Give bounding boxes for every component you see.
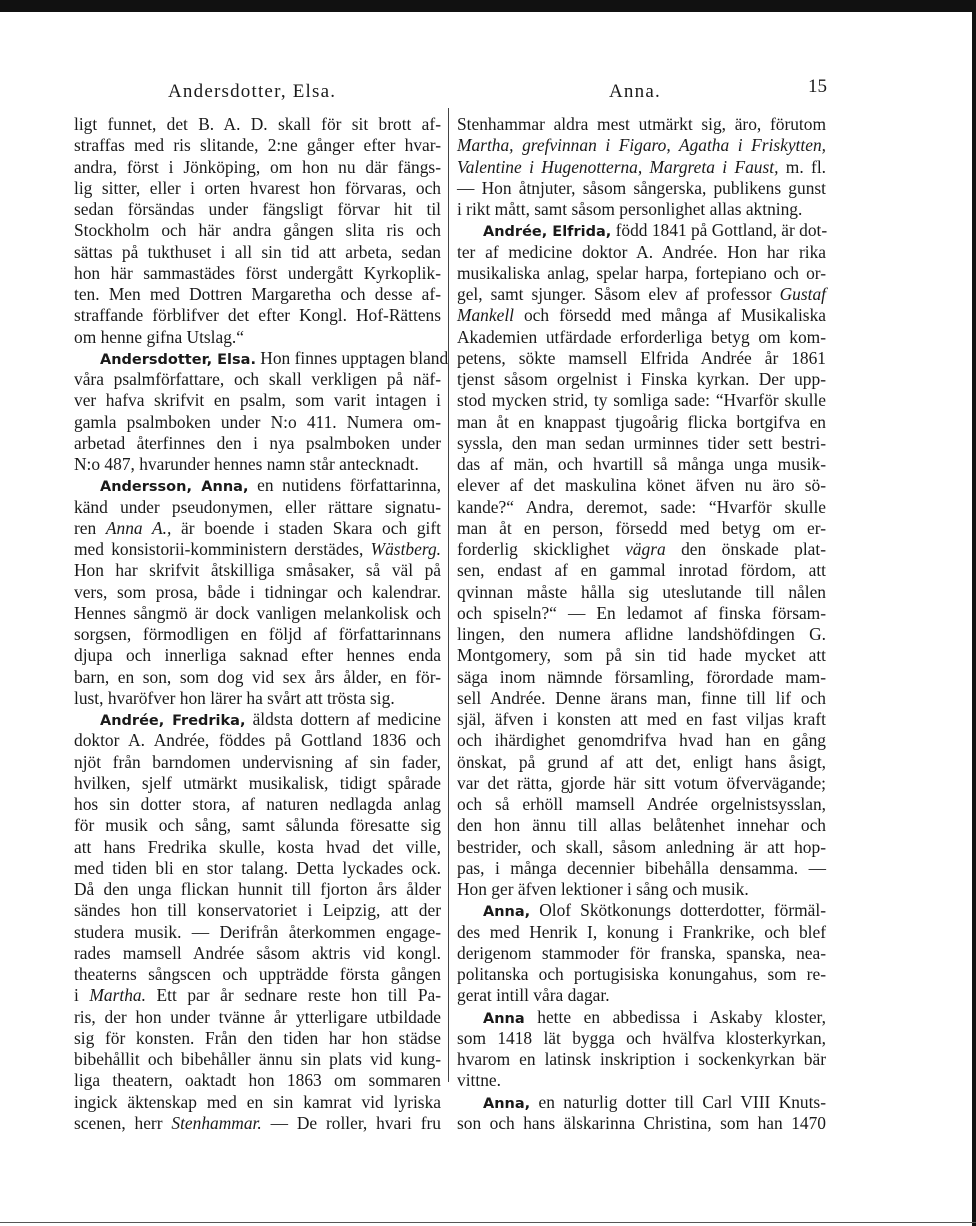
- text-line: den hon ännu till allas belåtenhet innehar och: [457, 815, 826, 836]
- scan-border-bottom: [0, 1222, 976, 1223]
- text-line: straffande förblifver det efter Kongl. Hof-Rättens: [74, 305, 441, 326]
- running-title-center: Anna.: [609, 81, 661, 102]
- text-line: Montgomery, som på sin tid hade mycket att: [457, 645, 826, 666]
- text-line: Anna, Olof Skötkonungs dotterdotter, förmäl-: [483, 900, 826, 921]
- text-line: ten. Men med Dottren Margaretha och desse af-: [74, 284, 441, 304]
- text-line: Hon ger äfven lektioner i sång och musik.: [457, 879, 749, 899]
- running-title-left: Andersdotter, Elsa.: [168, 81, 337, 102]
- text-line: qvinnan måste hålla sig uteslutande till nålen: [457, 581, 826, 602]
- text-line: djupa och innerliga saknad efter hennes enda: [74, 645, 441, 666]
- entry-headword: Andersson, Anna,: [100, 479, 249, 496]
- text-line: med tiden bli en stor talang. Detta lyckades ock.: [74, 857, 441, 878]
- text-line: med konsistorii-komministern derstädes, Wästberg.: [74, 539, 441, 559]
- text-line: andra, först i Jönköping, om hon nu där fängs-: [74, 156, 441, 177]
- text-line: liga theatern, oaktadt hon 1863 om sommaren: [74, 1070, 441, 1091]
- entry-headword: Andrée, Fredrika,: [100, 713, 246, 729]
- text-line: Andersson, Anna, en nutidens författarinna,: [100, 475, 441, 496]
- text-line: och spiseln?“ — En ledamot af finska försam-: [457, 602, 826, 623]
- text-line: Akademien utfärdade erforderliga betyg om kom-: [457, 326, 826, 347]
- text-line: sig för konsten. Från den tiden har hon städse: [74, 1027, 441, 1048]
- text-line: lig sitter, eller i orten hvarest hon förvaras, och: [74, 177, 441, 198]
- text-line: ligt funnet, det B. A. D. skall för sit brott af-: [74, 114, 441, 134]
- text-line: våra psalmförfattare, och skall verkligen på näf-: [74, 369, 441, 389]
- column-divider: [448, 108, 449, 1082]
- text-line: i rikt mått, samt såsom personlighet allas aktning.: [457, 199, 803, 219]
- text-line: Anna, en naturlig dotter till Carl VIII Knuts-: [483, 1091, 826, 1112]
- text-line: son och hans älskarinna Christina, som han 1470: [457, 1112, 826, 1133]
- text-line: sedan försändas under fängsligt förvar hit til: [74, 199, 441, 219]
- text-line: att hans Fredrika skulle, kosta hvad det ville,: [74, 836, 441, 857]
- text-line: Mankell och försedd med många af Musikaliska: [457, 305, 826, 326]
- text-line: vittne.: [457, 1070, 501, 1091]
- text-line: Hennes sångmö är dock vanligen melankolisk och: [74, 602, 441, 623]
- text-line: ris, der hon under tvänne år ytterligare utbildade: [74, 1006, 441, 1027]
- entry-andree-fredrika: [74, 709, 441, 1134]
- scan-border-top: [0, 0, 976, 12]
- left-column: [74, 114, 449, 1134]
- text-line: Anna hette en abbedissa i Askaby kloster,: [483, 1006, 826, 1027]
- text-line: ren Anna A., är boende i staden Skara och gift: [74, 517, 441, 538]
- text-line: sändes hon till konservatoriet i Leipzig, att der: [74, 900, 441, 921]
- text-line: derigenom stammoder för franska, spanska, nea-: [457, 942, 826, 963]
- entry-headword: Anna,: [483, 904, 531, 921]
- text-line: Andrée, Fredrika, äldsta dottern af medicine: [100, 709, 441, 729]
- text-line: bibehållit och bibehåller ännu sin plats vid kung-: [74, 1049, 441, 1069]
- entry-andree-elfrida: [457, 220, 826, 900]
- text-line: politanska och portugisiska konungahus, som re-: [457, 964, 826, 984]
- entry-anna-carl-viii: [457, 1092, 826, 1135]
- text-line: sättas på tukthuset i all sin tid att arbeta, sedan: [74, 241, 441, 262]
- text-line: petens, sökte mamsell Elfrida Andrée år 1861: [457, 347, 826, 368]
- entry-andersdotter-elsa: [74, 347, 449, 476]
- text-line: elever af det maskulina könet äfven nu äro sö-: [457, 475, 826, 496]
- paragraph-continuation: [74, 114, 441, 348]
- text-line: stod mycken strid, ty somliga sade: “Hvarför skulle: [457, 390, 826, 411]
- text-line: sell Andrée. Denne ärans man, finne till lif och: [457, 687, 826, 708]
- text-line: hvilken, sjelf utmärkt musikalisk, tidigt spårade: [74, 772, 441, 793]
- text-line: rades mamsell Andrée såsom aktris vid kongl.: [74, 942, 441, 963]
- text-line: forderlig skicklighet vägra den önskade plat-: [457, 539, 826, 559]
- text-line: gel, samt sjunger. Såsom elev af professor Gustaf: [457, 284, 826, 304]
- text-line: musikaliska anlag, spelar harpa, fortepiano och or-: [457, 262, 826, 283]
- text-line: doktor A. Andrée, föddes på Gottland 1836 och: [74, 730, 441, 751]
- text-line: straffas med ris slitande, 2:ne gånger efter hvar-: [74, 135, 441, 156]
- right-column: [457, 114, 826, 1134]
- text-line: hvarom en latinsk inskription i sockenkyrkan bär: [457, 1049, 826, 1069]
- text-line: studera musik. — Derifrån återkommen engage-: [74, 921, 441, 942]
- text-line: — Hon åtnjuter, såsom sångerska, publikens gunst: [457, 177, 826, 198]
- entry-headword: Andersdotter, Elsa.: [100, 351, 256, 368]
- text-line: Då den unga flickan hunnit till fjorton års ålder: [74, 879, 441, 899]
- text-line: das af män, och hvartill så många unga musik-: [457, 454, 826, 474]
- text-line: ver hafva skrifvit en psalm, som varit intagen i: [74, 390, 441, 411]
- text-line: Andrée, Elfrida, född 1841 på Gottland, är dot-: [483, 220, 828, 241]
- text-line: hos sin dotter stora, af naturen nedlagda anlag: [74, 794, 441, 814]
- paragraph-continuation: [457, 114, 826, 220]
- text-line: var det rätta, gjorde här sitt votum öfvervägande;: [457, 772, 826, 793]
- text-line: sen, endast af en gammal inrotad fördom, att: [457, 560, 826, 581]
- text-line: själ, äfven i konsten att med en fast viljas kraft: [457, 709, 826, 729]
- text-line: N:o 487, hvarunder hennes namn står antecknadt.: [74, 454, 419, 474]
- text-line: lust, hvaröfver hon lärer ha svårt att trösta sig.: [74, 687, 395, 708]
- text-line: Andersdotter, Elsa. Hon finnes upptagen bland: [100, 347, 449, 368]
- entry-anna-olof-skotkonung: [457, 900, 826, 1006]
- entry-anna-abbedissa: [457, 1007, 826, 1092]
- entry-headword: Anna,: [483, 1095, 531, 1112]
- text-line: som 1418 lät bygga och hvälfva klosterkyrkan,: [457, 1027, 826, 1048]
- text-line: man åt en person, försedd med betyg om er-: [457, 517, 826, 538]
- text-line: Martha, grefvinnan i Figaro, Agatha i Friskytten,: [457, 135, 826, 156]
- text-line: lingen, den numera aflidne landshöfdingen G.: [457, 624, 826, 644]
- text-line: gamla psalmboken under N:o 411. Numera om-: [74, 411, 441, 432]
- text-line: i Martha. Ett par år sednare reste hon till Pa-: [74, 985, 441, 1006]
- text-line: Stenhammar aldra mest utmärkt sig, äro, förutom: [457, 114, 826, 134]
- text-line: syssla, den man sedan urminnes tider sett bestri-: [457, 432, 826, 453]
- text-line: Valentine i Hugenotterna, Margreta i Faust, m. fl.: [457, 156, 826, 177]
- text-line: gerat intill våra dagar.: [457, 985, 610, 1006]
- text-line: pas, i många decennier bibehålla densamma. —: [457, 857, 826, 878]
- text-line: des med Henrik I, konung i Frankrike, och blef: [457, 921, 826, 942]
- text-line: om henne gifna Utslag.“: [74, 326, 244, 347]
- text-line: och ihärdighet genomdrifva hvad han en gång: [457, 730, 826, 751]
- text-line: önskat, på grund af att det, enligt hans åsigt,: [457, 751, 826, 772]
- page-number: 15: [808, 76, 827, 97]
- text-line: ter af medicine doktor A. Andrée. Hon har rika: [457, 241, 826, 262]
- text-line: säga inom nämnde församling, förordade mam-: [457, 666, 826, 687]
- entry-headword: Anna: [483, 1010, 525, 1027]
- text-line: vers, som prosa, både i tidningar och kalendrar.: [74, 581, 441, 602]
- text-line: Hon har skrifvit åtskilliga småsaker, så väl på: [74, 560, 441, 581]
- text-line: sorgsen, förmodligen en följd af författarinnans: [74, 624, 441, 644]
- scan-border-right: [972, 0, 976, 1226]
- entry-andersson-anna: [74, 475, 441, 709]
- text-line: barn, en son, som dog vid sex års ålder, en för-: [74, 666, 441, 687]
- text-line: arbetad återfinnes den i nya psalmboken under: [74, 432, 441, 453]
- text-line: och så erhöll mamsell Andrée orgelnistsysslan,: [457, 794, 826, 814]
- text-line: njöt från barndomen undervisning af sin fader,: [74, 751, 441, 772]
- text-line: bestrider, och skall, såsom anledning är att hop-: [457, 836, 826, 857]
- text-line: för musik och sång, samt sålunda föresatte sig: [74, 815, 441, 836]
- text-line: känd under pseudonymen, eller rättare signatu-: [74, 496, 441, 517]
- text-line: theaterns sångscen och uppträdde första gången: [74, 964, 441, 984]
- text-line: tjenst såsom orgelnist i Finska kyrkan. Der upp-: [457, 369, 826, 389]
- text-line: hon här sammastädes först undergått Kyrkoplik-: [74, 262, 441, 283]
- text-line: ingick äktenskap med en sin kamrat vid lyriska: [74, 1091, 441, 1112]
- text-line: kande?“ Andra, deremot, sade: “Hvarför skulle: [457, 496, 826, 517]
- entry-headword: Andrée, Elfrida,: [483, 224, 612, 241]
- text-line: scenen, herr Stenhammar. — De roller, hvari fru: [74, 1112, 441, 1133]
- text-line: man åt en knappast tjugoårig flicka bortgifva en: [457, 411, 826, 432]
- text-line: Stockholm och här andra gången slita ris och: [74, 220, 441, 241]
